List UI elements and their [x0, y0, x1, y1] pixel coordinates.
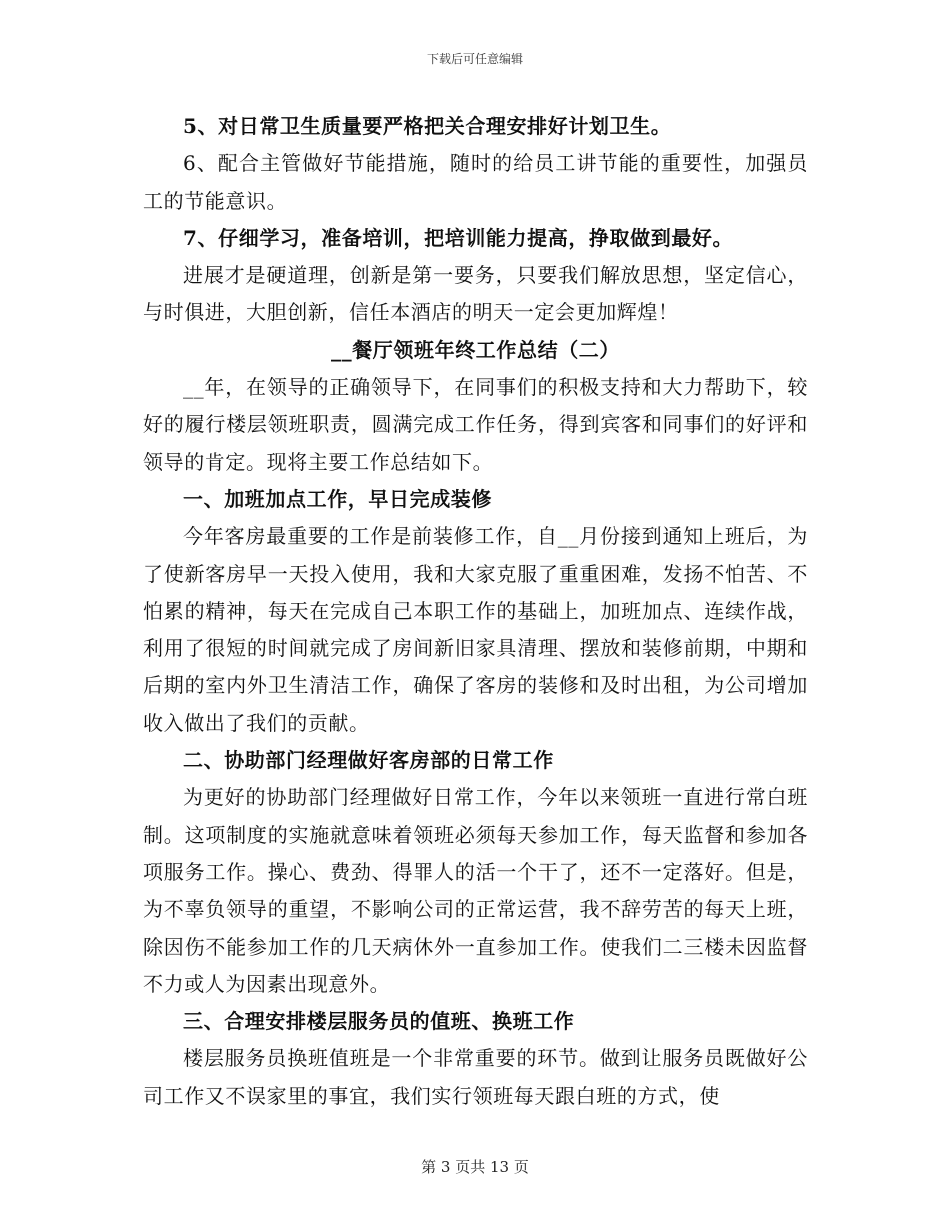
paragraph-1: 今年客房最重要的工作是前装修工作，自__月份接到通知上班后，为了使新客房早一天投入使用，我和大家克服了重重困难，发扬不怕苦、不怕累的精神，每天在完成自己本职工作的基础上，加班加点、连续作战，利用了很短的时间就完成了房间新旧家具清理、摆放和装修前期，中期和后期的室内外卫生清洁工作，确保了客房的装修和及时出租，为公司增加收入做出了我们的贡献。 — [143, 524, 808, 735]
page-number: 第 3 页共 13 页 — [421, 1158, 529, 1176]
paragraph-3: 楼层服务员换班值班是一个非常重要的环节。做到让服务员既做好公司工作又不误家里的事宜，我们实行领班每天跟白班的方式，使 — [143, 1046, 808, 1108]
document-body — [143, 108, 808, 1115]
heading-1: 一、加班加点工作，早日完成装修 — [183, 486, 492, 511]
section-title: __餐厅领班年终工作总结（二） — [331, 337, 620, 362]
paragraph-2: 为更好的协助部门经理做好日常工作，今年以来领班一直进行常白班制。这项制度的实施就意味着领班必须每天参加工作，每天监督和参加各项服务工作。操心、费劲、得罪人的活一个干了，还不一定落好。但是，为不辜负领导的重望，不影响公司的正常运营，我不辞劳苦的每天上班，除因伤不能参加工作的几天病休外一直参加工作。使我们二三楼未因监督不力或人为因素出现意外。 — [143, 785, 808, 996]
intro-paragraph: __年，在领导的正确领导下，在同事们的积极支持和大力帮助下，较好的履行楼层领班职责，圆满完成工作任务，得到宾客和同事们的好评和领导的肯定。现将主要工作总结如下。 — [143, 375, 808, 474]
heading-3: 三、合理安排楼层服务员的值班、换班工作 — [183, 1009, 575, 1034]
list-item-6: 6、配合主管做好节能措施，随时的给员工讲节能的重要性，加强员工的节能意识。 — [143, 151, 808, 213]
header-note: 下载后可任意编辑 — [426, 52, 523, 66]
closing-paragraph: 进展才是硬道理，创新是第一要务，只要我们解放思想，坚定信心，与时俱进，大胆创新，信任本酒店的明天一定会更加辉煌！ — [143, 263, 808, 325]
list-item-5: 5、对日常卫生质量要严格把关合理安排好计划卫生。 — [183, 114, 672, 138]
heading-2: 二、协助部门经理做好客房部的日常工作 — [183, 748, 554, 773]
list-item-7: 7、仔细学习，准备培训，把培训能力提高，挣取做到最好。 — [183, 225, 734, 250]
